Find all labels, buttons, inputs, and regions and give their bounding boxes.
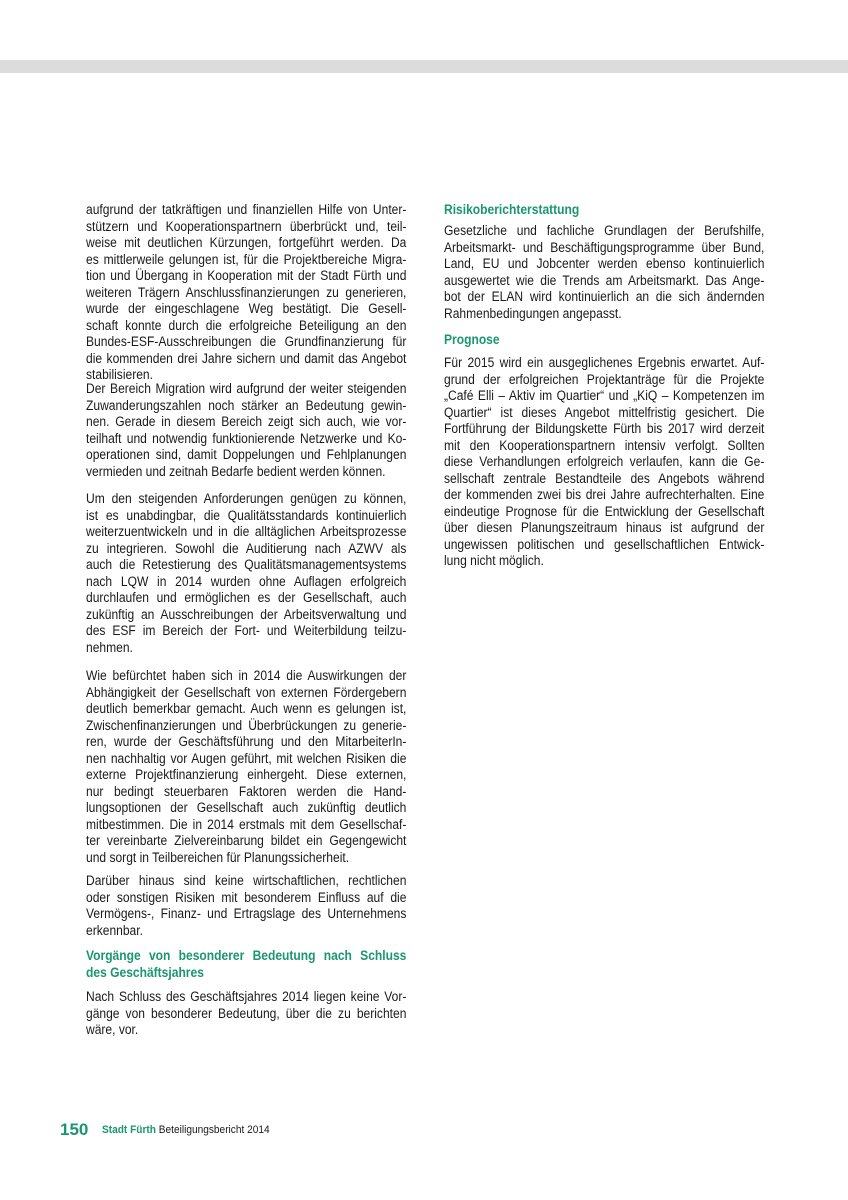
- text-line: der kommenden zwei bis drei Jahre aufrechterhalten. Eine: [444, 487, 765, 502]
- text-line: Für 2015 wird ein ausgeglichenes Ergebnis erwartet. Auf-: [444, 355, 765, 370]
- text-line: Wie befürchtet haben sich in 2014 die Auswirkungen der: [86, 668, 407, 683]
- text-line: Vorgänge von besonderer Bedeutung nach Schluss: [86, 948, 407, 963]
- text-line: Bundes-ESF-Ausschreibungen die Grundfinanzierung für: [86, 334, 407, 349]
- text-line: Zwischenfinanzierungen und Überbrückungen zu generie-: [86, 717, 407, 733]
- text-line: wurde der eingeschlagene Weg bestätigt. Die Gesell-: [86, 301, 407, 316]
- text-line: es mittlerweile gelungen ist, für die Projektbereiche Migra-: [86, 251, 407, 267]
- text-line: nach LQW in 2014 wurden ohne Auflagen erfolgreich: [86, 573, 407, 589]
- text-line: diese Verhandlungen erfolgreich verlaufen, kann die Ge-: [444, 454, 765, 469]
- text-line: des ESF im Bereich der Fort- und Weiterbildung teilzu-: [86, 623, 407, 638]
- section-heading: [444, 332, 764, 349]
- text-line: weise mit deutlichen Kürzungen, fortgeführt werden. Da: [86, 235, 407, 250]
- text-line: ren, wurde der Geschäftsführung und den MitarbeiterIn-: [86, 734, 407, 749]
- text-line: nen. Gerade in diesem Bereich zeigt sich auch, wie vor-: [86, 414, 407, 429]
- text-line: mitbestimmen. Die in 2014 erstmals mit dem Gesellschaf-: [86, 816, 407, 832]
- text-line: des Geschäftsjahres: [86, 964, 204, 980]
- text-line: nur bedingt steuerbaren Faktoren werden die Hand-: [86, 783, 407, 799]
- text-line: teilhaft und notwendig funktionierende Netzwerke und Ko-: [86, 430, 407, 446]
- top-band: [0, 60, 848, 73]
- text-line: gänge von besonderer Bedeutung, über die zu berichten: [86, 1005, 407, 1021]
- text-line: ausgewertet wie die Trends am Arbeitsmarkt. Das Ange-: [444, 272, 765, 288]
- text-line: Abhängigkeit der Gesellschaft von externen Fördergebern: [86, 684, 407, 700]
- paragraph: [86, 989, 406, 1039]
- paragraph: [86, 668, 406, 866]
- text-line: ist es unabdingbar, die Qualitätsstandards kontinuierlich: [86, 507, 407, 523]
- text-line: oder sonstigen Risiken mit besonderem Einfluss auf die: [86, 889, 407, 905]
- text-line: und sorgt in Teilbereichen für Planungssicherheit.: [86, 849, 350, 865]
- text-line: Land, EU und Jobcenter werden ebenso kontinuierlich: [444, 256, 765, 271]
- text-line: deutlich bemerkbar gemacht. Auch wenn es gelungen ist,: [86, 701, 407, 716]
- text-line: stützern und Kooperationspartnern überbrückt und, teil-: [86, 218, 407, 234]
- page-number: 150: [60, 1120, 89, 1139]
- text-line: weiteren Trägern Anschlussfinanzierungen zu generieren,: [86, 284, 407, 300]
- paragraph: [86, 202, 406, 384]
- text-line: Um den steigenden Anforderungen genügen zu können,: [86, 491, 407, 506]
- text-line: schaft konnte durch die erfolgreiche Beteiligung an den: [86, 317, 407, 333]
- footer-publisher: Stadt Fürth: [102, 1124, 156, 1136]
- paragraph: [86, 381, 406, 480]
- text-line: zukünftig an Ausschreibungen der Arbeitsverwaltung und: [86, 606, 407, 622]
- text-line: Gesetzliche und fachliche Grundlagen der Berufshilfe,: [444, 223, 765, 238]
- text-line: Arbeitsmarkt- und Beschäftigungsprogramme über Bund,: [444, 239, 765, 255]
- text-line: Fortführung der Bildungskette Fürth bis 2017 wird derzeit: [444, 421, 765, 436]
- text-line: „Café Elli – Aktiv im Quartier“ und „KiQ – Kompetenzen im: [444, 388, 765, 403]
- text-line: erkennbar.: [86, 922, 143, 938]
- paragraph: [86, 873, 406, 939]
- text-line: Risikoberichterstattung: [444, 202, 580, 217]
- text-line: vermieden und zeitnah Bedarfe bedient werden können.: [86, 463, 386, 479]
- text-line: externe Projektfinanzierung einhergeht. Diese externen,: [86, 767, 407, 782]
- text-line: zu integrieren. Sowohl die Auditierung nach AZWV als: [86, 540, 407, 556]
- text-line: grund der erfolgreichen Projektanträge für die Projekte: [444, 371, 765, 387]
- section-heading: [86, 948, 406, 981]
- text-line: die kommenden drei Jahre sichern und damit das Angebot: [86, 350, 407, 366]
- text-line: Zuwanderungszahlen noch stärker an Bedeutung gewin-: [86, 397, 407, 413]
- footer-title: [102, 1124, 270, 1136]
- text-line: Vermögens-, Finanz- und Ertragslage des Unternehmens: [86, 906, 407, 921]
- text-line: Prognose: [444, 332, 500, 347]
- paragraph: [444, 223, 764, 322]
- paragraph: [444, 355, 764, 570]
- footer-report-title: Beteiligungsbericht 2014: [158, 1124, 270, 1136]
- text-line: Quartier“ ist dieses Angebot mittelfristig gesichert. Die: [444, 404, 765, 420]
- text-line: eindeutige Prognose für die Entwicklung der Gesellschaft: [444, 503, 765, 519]
- text-line: Darüber hinaus sind keine wirtschaftlichen, rechtlichen: [86, 873, 407, 888]
- text-line: bot der ELAN wird kontinuierlich an die sich ändernden: [444, 289, 765, 304]
- text-line: durchlaufen und ermöglichen es der Gesellschaft, auch: [86, 590, 407, 605]
- text-line: Der Bereich Migration wird aufgrund der weiter steigenden: [86, 381, 407, 396]
- text-line: aufgrund der tatkräftigen und finanziellen Hilfe von Unter-: [86, 202, 407, 217]
- text-line: über diesen Planungszeitraum hinaus ist aufgrund der: [444, 520, 765, 535]
- text-line: lungsoptionen der Gesellschaft auch zukünftig deutlich: [86, 800, 407, 815]
- text-line: nehmen.: [86, 639, 133, 655]
- paragraph: [86, 491, 406, 656]
- text-line: wäre, vor.: [86, 1022, 139, 1037]
- text-line: operationen sind, damit Doppelungen und Fehlplanungen: [86, 447, 407, 462]
- section-heading: [444, 202, 764, 219]
- text-line: tion und Übergang in Kooperation mit der Stadt Fürth und: [86, 268, 407, 283]
- text-line: sellschaft zentrale Bestandteile des Angebots während: [444, 470, 765, 486]
- text-line: lung nicht möglich.: [444, 553, 544, 568]
- text-line: weiterzuentwickeln und in die alltäglichen Arbeitsprozesse: [86, 524, 407, 539]
- text-line: ungewissen politischen und gesellschaftlichen Entwick-: [444, 536, 765, 552]
- text-line: ter vereinbarte Zielvereinbarung bildet ein Gegengewicht: [86, 833, 407, 848]
- text-line: mit den Kooperationspartnern intensiv verfolgt. Sollten: [444, 437, 765, 453]
- text-line: auch die Retestierung des Qualitätsmanagementsystems: [86, 557, 407, 572]
- text-line: nen nachhaltig vor Augen geführt, mit welchen Risiken die: [86, 750, 407, 766]
- text-line: stabilisieren.: [86, 367, 153, 382]
- text-line: Nach Schluss des Geschäftsjahres 2014 liegen keine Vor-: [86, 989, 407, 1004]
- text-line: Rahmenbedingungen angepasst.: [444, 305, 622, 321]
